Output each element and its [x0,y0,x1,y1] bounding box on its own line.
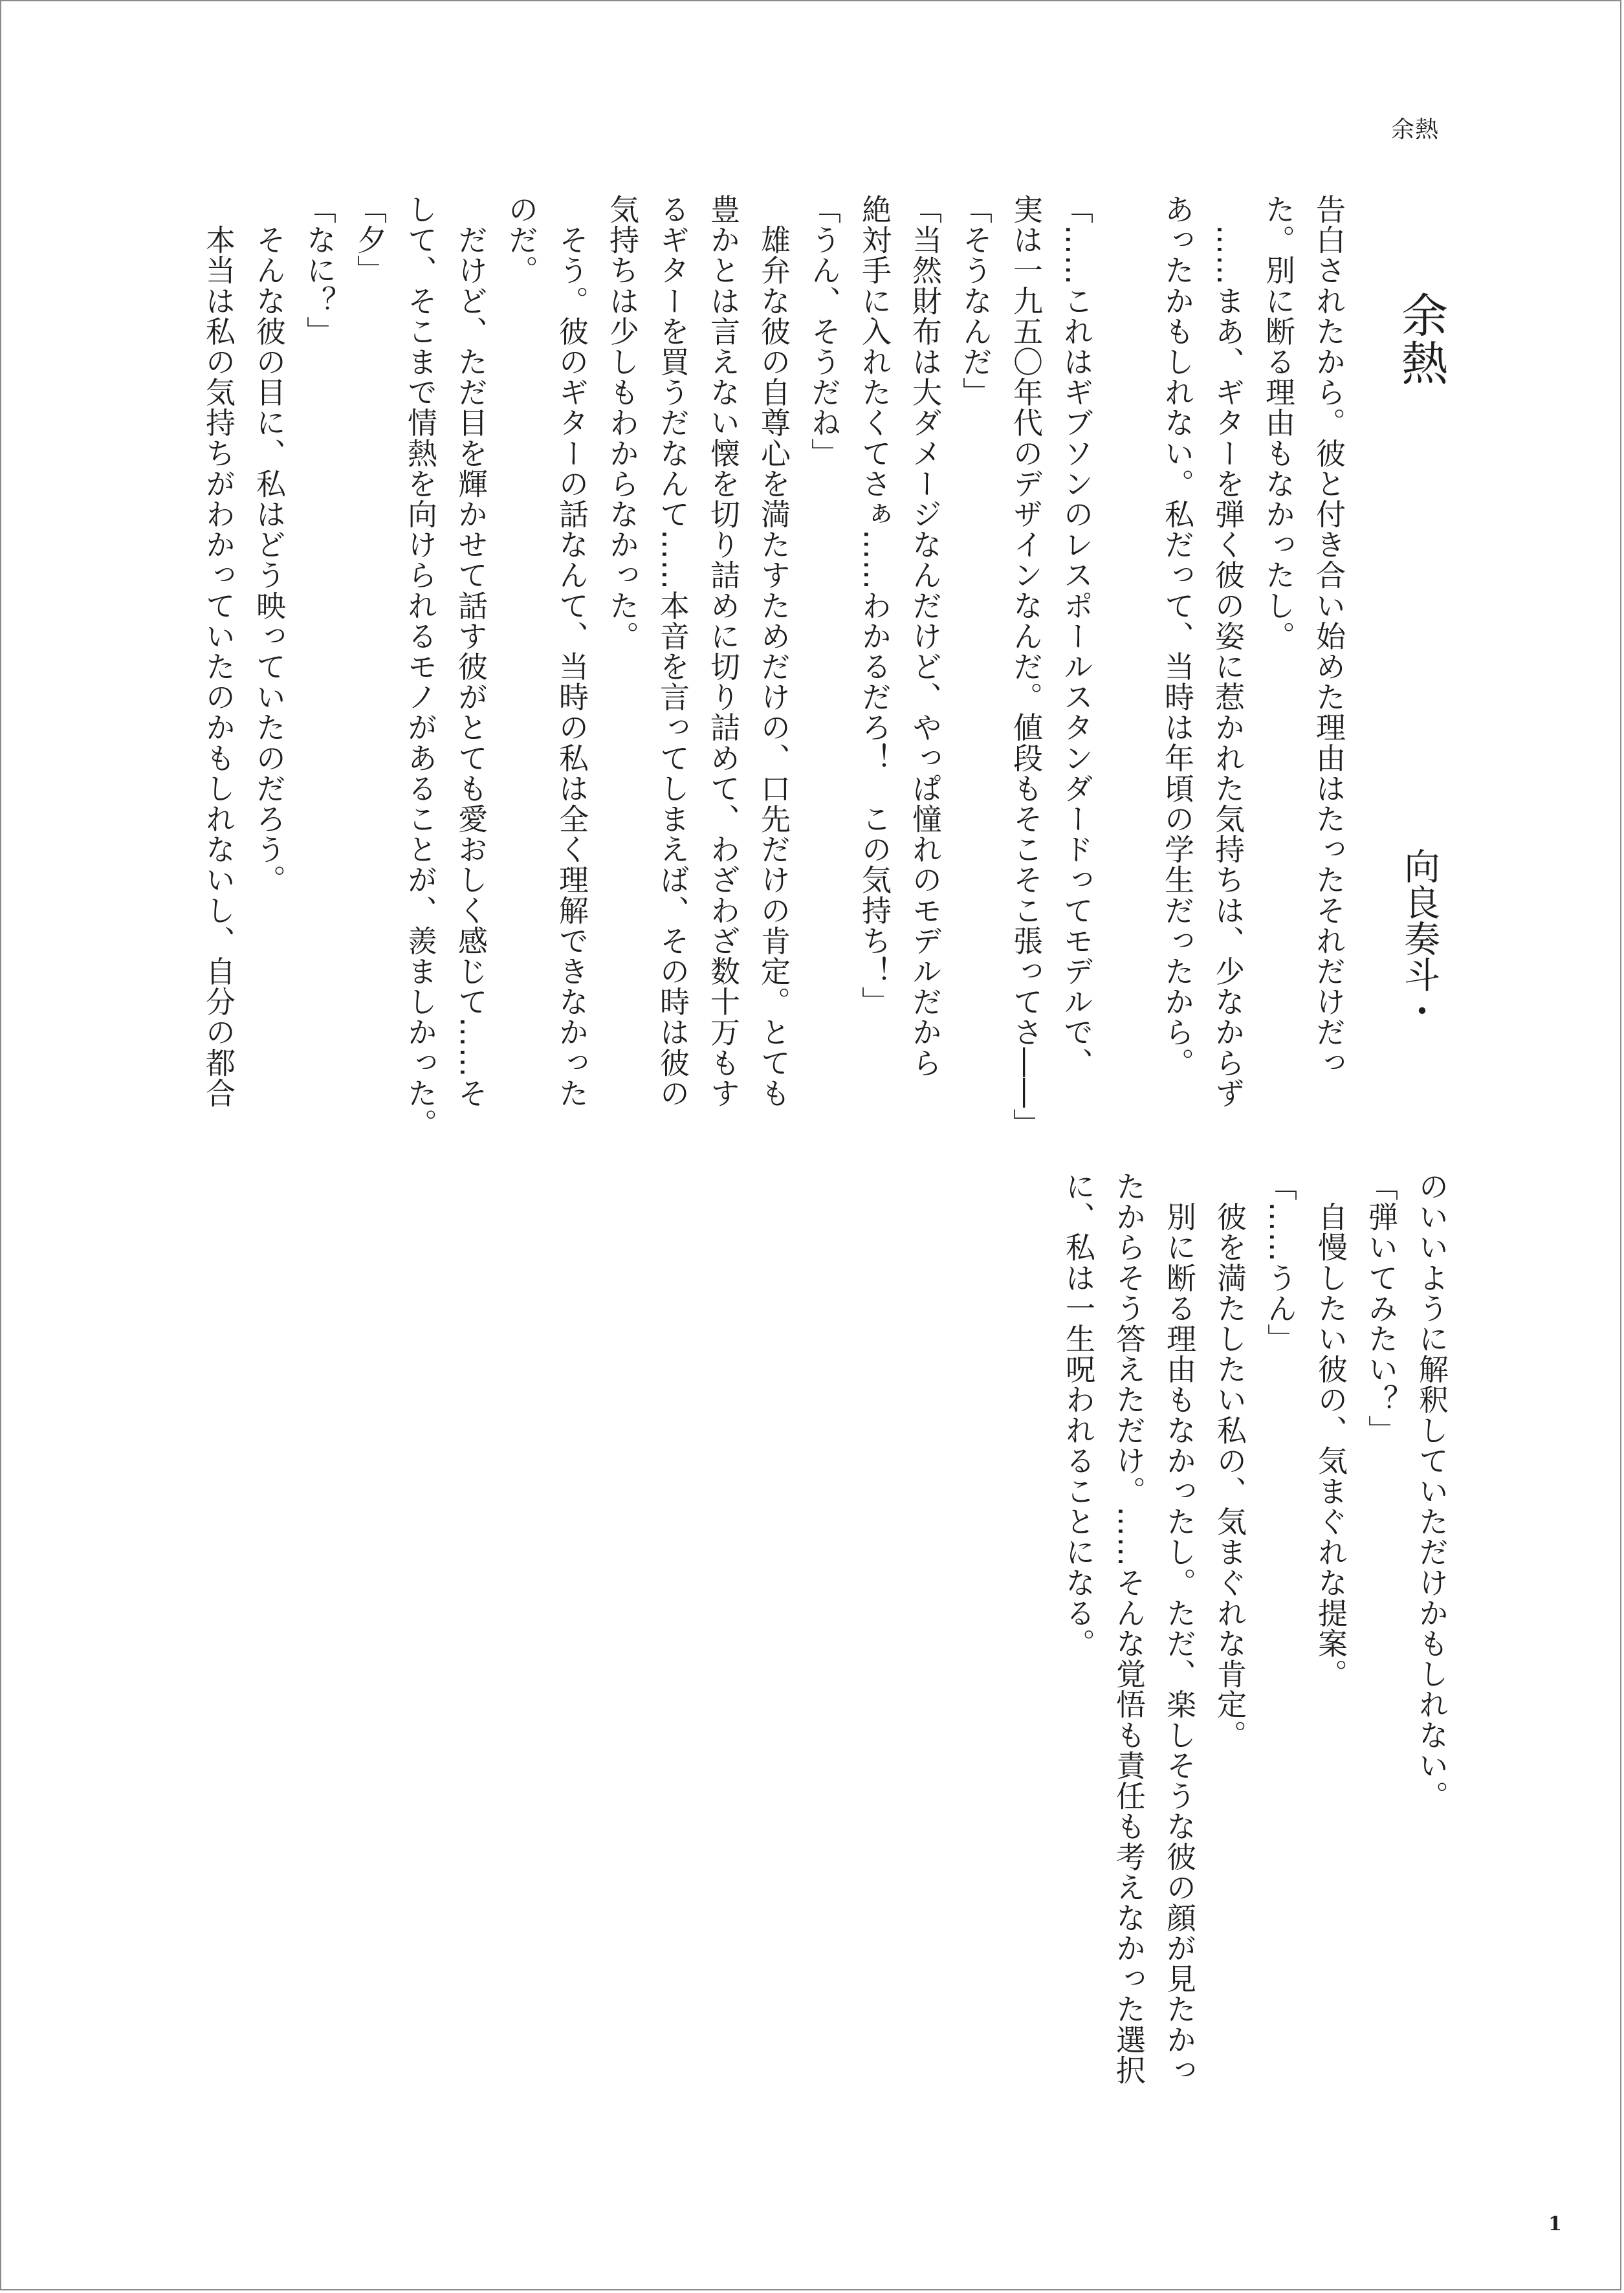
text-column: 「当然財布は大ダメージなんだけど、やっぱ憧れのモデルだから [908,194,943,1078]
text-column: 自慢したい彼の、気まぐれな提案。 [1313,1171,1348,1689]
text-column: そんな彼の目に、私はどう映っていたのだろう。 [252,194,287,895]
text-column: だけど、ただ目を輝かせて話す彼がとても愛おしく感じて……そ [454,194,488,1108]
text-column: 「うん、そうだね」 [807,194,842,468]
text-column: ……まあ、ギターを弾く彼の姿に惹かれた気持ちは、少なからず [1211,194,1245,1108]
text-column: のだ。 [504,194,539,286]
text-column: 絶対手に入れたくてさぁ……わかるだろ！ この気持ち！」 [857,194,892,1017]
text-column: るギターを買うだなんて……本音を言ってしまえば、その時は彼の [655,194,690,1108]
text-column: 本当は私の気持ちがわかっていたのかもしれないし、自分の都合 [201,194,236,1108]
text-column: 「そうなんだ」 [958,194,993,408]
text-column: あったかもしれない。私だって、当時は年頃の学生だったから。 [1160,194,1195,1078]
author-name: 向良奏斗・ [1398,848,1440,1029]
text-column: 雄弁な彼の自尊心を満たすためだけの、口先だけの肯定。とても [756,194,791,1108]
text-column: 告白されたから。彼と付き合い始めた理由はたったそれだけだっ [1311,194,1346,1078]
text-column: そう。彼のギターの話なんて、当時の私は全く理解できなかった [554,194,589,1108]
running-header: 余熱 [1391,116,1440,143]
text-column: たからそう答えただけ。……そんな覚悟も責任も考えなかった選択 [1112,1171,1147,2085]
text-column: 「夕」 [353,194,388,286]
text-column: 「……これはギブソンのレスポールスタンダードってモデルで、 [1059,194,1094,1078]
text-column: して、そこまで情熱を向けられるモノがあることが、羨ましかった。 [403,194,438,1139]
text-column: 「なに？」 [302,194,337,347]
page-number: 1 [1548,2213,1562,2235]
text-column: た。別に断る理由もなかったし。 [1261,194,1296,652]
text-column: 実は一九五〇年代のデザインなんだ。値段もそこそこ張ってさ――」 [1009,194,1044,1139]
text-column: 「……うん」 [1263,1171,1298,1354]
text-column: 豊かとは言えない懐を切り詰めに切り詰めて、わざわざ数十万もす [706,194,741,1108]
text-column: 別に断る理由もなかったし。ただ、楽しそうな彼の顔が見たかっ [1162,1171,1197,2085]
text-column: に、私は一生呪われることになる。 [1061,1171,1096,1659]
text-column: 気持ちは少しもわからなかった。 [605,194,640,652]
text-column: 「弾いてみたい？」 [1364,1171,1399,1445]
text-column: のいいように解釈していただけかもしれない。 [1414,1171,1449,1812]
story-title: 余熱 [1394,291,1448,387]
text-column: 彼を満たしたい私の、気まぐれな肯定。 [1213,1171,1247,1750]
